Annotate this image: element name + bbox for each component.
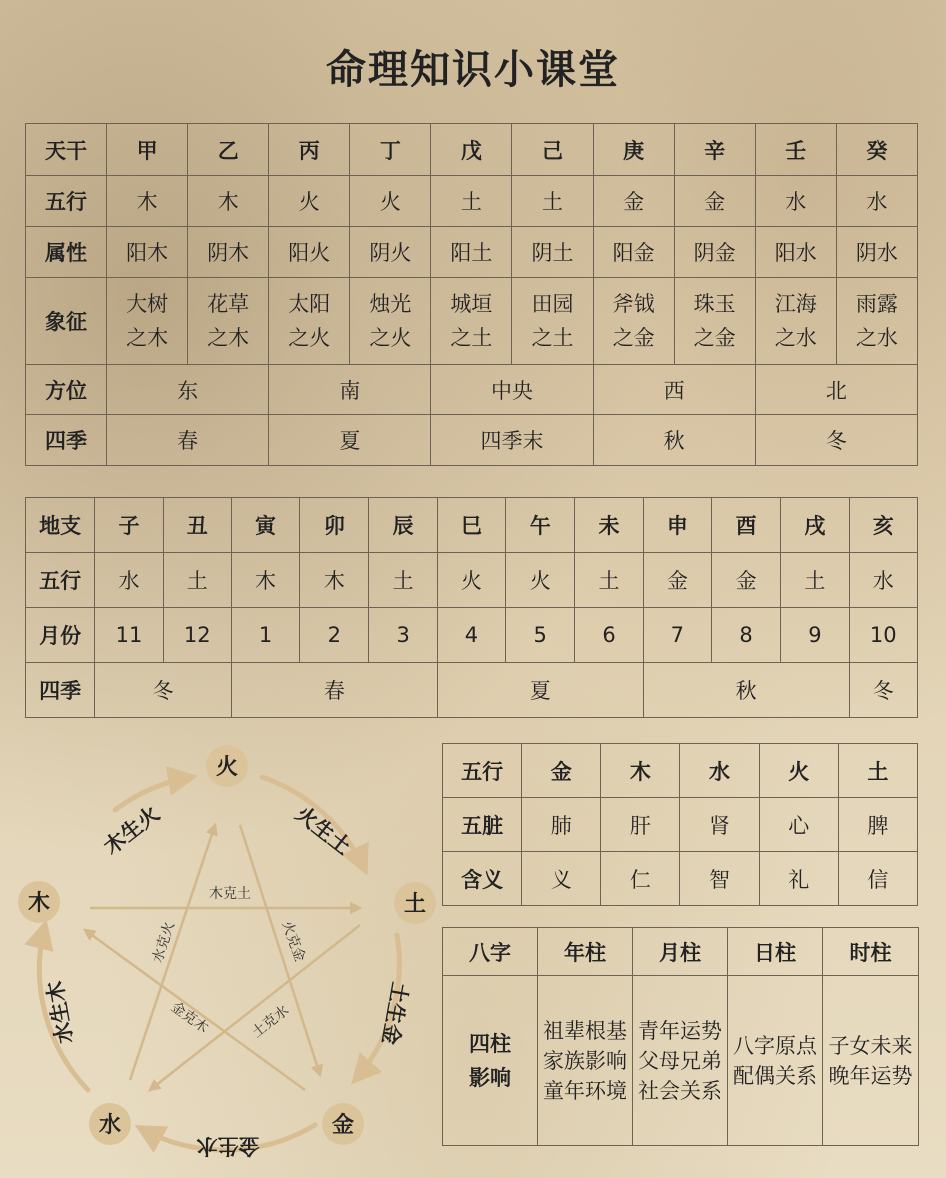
node-metal [322, 1103, 364, 1145]
element-cell: 土 [781, 553, 849, 608]
season-cell: 冬 [95, 663, 232, 718]
element-cell: 火 [269, 176, 350, 227]
branch-cell: 午 [506, 498, 575, 553]
direction-cell: 南 [269, 365, 431, 415]
node-fire-label: 火 [215, 755, 239, 780]
row-label-element: 五行 [443, 744, 522, 798]
meaning-cell: 义 [522, 852, 601, 906]
month-cell: 12 [163, 608, 231, 663]
season-cell: 夏 [437, 663, 643, 718]
influence-hour: 子女未来 晚年运势 [823, 976, 919, 1146]
element-cell: 土 [163, 553, 231, 608]
row-label-symbol: 象征 [26, 278, 107, 365]
row-label-influence: 四柱 影响 [443, 976, 538, 1146]
month-cell: 8 [711, 608, 780, 663]
branch-cell: 未 [575, 498, 643, 553]
branch-cell: 申 [643, 498, 711, 553]
dizhi-element-row [26, 553, 918, 608]
season-cell: 冬 [755, 415, 917, 466]
symbol-cell: 雨露 之水 [836, 278, 917, 365]
branch-cell: 子 [95, 498, 163, 553]
dizhi-table [25, 497, 918, 718]
label-earth-metal: 土生金 [377, 980, 413, 1047]
tiangan-stem-row [26, 124, 918, 176]
attr-cell: 阴水 [836, 227, 917, 278]
stem-cell: 己 [512, 124, 593, 176]
element-cell: 金 [593, 176, 674, 227]
stem-cell: 癸 [836, 124, 917, 176]
stem-cell: 庚 [593, 124, 674, 176]
stem-cell: 辛 [674, 124, 755, 176]
row-label-stem: 天干 [26, 124, 107, 176]
bazi-influence-row [443, 976, 919, 1146]
element-cell: 金 [522, 744, 601, 798]
direction-cell: 中央 [431, 365, 593, 415]
direction-cell: 东 [107, 365, 269, 415]
season-cell: 春 [231, 663, 437, 718]
symbol-cell: 大树 之木 [107, 278, 188, 365]
label-water-wood: 水生木 [42, 979, 78, 1046]
symbol-cell: 太阳 之火 [269, 278, 350, 365]
attr-cell: 阴火 [350, 227, 431, 278]
element-cell: 木 [601, 744, 680, 798]
element-cell: 木 [300, 553, 369, 608]
tiangan-season-row [26, 415, 918, 466]
season-cell: 秋 [593, 415, 755, 466]
row-label-element: 五行 [26, 553, 95, 608]
organs-meaning-row [443, 852, 918, 906]
attr-cell: 阳土 [431, 227, 512, 278]
meaning-cell: 礼 [759, 852, 838, 906]
element-cell: 火 [759, 744, 838, 798]
dizhi-month-row [26, 608, 918, 663]
node-wood [18, 881, 60, 923]
node-fire [206, 745, 248, 787]
row-label-branch: 地支 [26, 498, 95, 553]
month-cell: 10 [849, 608, 917, 663]
month-cell: 1 [231, 608, 299, 663]
influence-day: 八字原点 配偶关系 [728, 976, 823, 1146]
organs-table [442, 743, 918, 906]
row-label-season: 四季 [26, 415, 107, 466]
organs-organ-row [443, 798, 918, 852]
attr-cell: 阴土 [512, 227, 593, 278]
element-cell: 水 [95, 553, 163, 608]
element-cell: 木 [231, 553, 299, 608]
tiangan-attr-row [26, 227, 918, 278]
organ-cell: 肾 [680, 798, 759, 852]
stem-cell: 丙 [269, 124, 350, 176]
attr-cell: 阳金 [593, 227, 674, 278]
row-label-meaning: 含义 [443, 852, 522, 906]
pillar-year: 年柱 [538, 928, 633, 976]
element-cell: 火 [437, 553, 505, 608]
arrow-water-fire [130, 825, 215, 1080]
element-cell: 土 [431, 176, 512, 227]
element-cell: 金 [674, 176, 755, 227]
element-cell: 水 [755, 176, 836, 227]
symbol-cell: 江海 之水 [755, 278, 836, 365]
stem-cell: 甲 [107, 124, 188, 176]
organ-cell: 脾 [838, 798, 917, 852]
dizhi-season-row [26, 663, 918, 718]
branch-cell: 卯 [300, 498, 369, 553]
meaning-cell: 仁 [601, 852, 680, 906]
month-cell: 4 [437, 608, 505, 663]
element-cell: 金 [711, 553, 780, 608]
label-earth-water: 土克水 [249, 1002, 293, 1042]
symbol-cell: 斧钺 之金 [593, 278, 674, 365]
label-water-fire: 水克火 [149, 919, 179, 965]
direction-cell: 西 [593, 365, 755, 415]
attr-cell: 阴金 [674, 227, 755, 278]
season-cell: 夏 [269, 415, 431, 466]
bazi-table [442, 927, 919, 1146]
row-label-season: 四季 [26, 663, 95, 718]
tiangan-symbol-row [26, 278, 918, 365]
label-metal-wood: 金克木 [167, 998, 212, 1037]
attr-cell: 阳火 [269, 227, 350, 278]
tiangan-element-row [26, 176, 918, 227]
arrow-wood-fire [115, 777, 192, 810]
row-label-element: 五行 [26, 176, 107, 227]
attr-cell: 阳水 [755, 227, 836, 278]
symbol-cell: 城垣 之土 [431, 278, 512, 365]
organ-cell: 肝 [601, 798, 680, 852]
element-cell: 土 [369, 553, 437, 608]
element-cell: 水 [849, 553, 917, 608]
label-wood-fire: 木生火 [99, 801, 164, 860]
attr-cell: 阳木 [107, 227, 188, 278]
label-fire-metal: 火克金 [278, 918, 308, 964]
branch-cell: 丑 [163, 498, 231, 553]
organs-element-row [443, 744, 918, 798]
element-cell: 水 [680, 744, 759, 798]
element-cell: 土 [512, 176, 593, 227]
wuxing-cycle-diagram [0, 735, 440, 1165]
element-cell: 木 [107, 176, 188, 227]
stem-cell: 壬 [755, 124, 836, 176]
month-cell: 3 [369, 608, 437, 663]
row-label-month: 月份 [26, 608, 95, 663]
organ-cell: 心 [759, 798, 838, 852]
branch-cell: 亥 [849, 498, 917, 553]
element-cell: 土 [838, 744, 917, 798]
month-cell: 11 [95, 608, 163, 663]
arrow-fire-metal [240, 825, 320, 1075]
meaning-cell: 智 [680, 852, 759, 906]
node-earth-label: 土 [403, 892, 427, 917]
controlling-arrows [85, 825, 360, 1090]
stem-cell: 戊 [431, 124, 512, 176]
branch-cell: 辰 [369, 498, 437, 553]
node-earth [394, 882, 436, 924]
node-wood-label: 木 [27, 891, 51, 916]
month-cell: 7 [643, 608, 711, 663]
season-cell: 冬 [849, 663, 917, 718]
stem-cell: 丁 [350, 124, 431, 176]
element-cell: 火 [506, 553, 575, 608]
row-label-attr: 属性 [26, 227, 107, 278]
month-cell: 9 [781, 608, 849, 663]
node-water-label: 水 [98, 1113, 122, 1138]
symbol-cell: 花草 之木 [188, 278, 269, 365]
branch-cell: 巳 [437, 498, 505, 553]
branch-cell: 酉 [711, 498, 780, 553]
bazi-header-row [443, 928, 919, 976]
bazi-header: 八字 [443, 928, 538, 976]
node-metal-label: 金 [331, 1113, 355, 1138]
month-cell: 5 [506, 608, 575, 663]
symbol-cell: 珠玉 之金 [674, 278, 755, 365]
node-water [89, 1103, 131, 1145]
meaning-cell: 信 [838, 852, 917, 906]
pillar-day: 日柱 [728, 928, 823, 976]
influence-year: 祖辈根基 家族影响 童年环境 [538, 976, 633, 1146]
month-cell: 6 [575, 608, 643, 663]
season-cell: 春 [107, 415, 269, 466]
element-cell: 土 [575, 553, 643, 608]
element-cell: 水 [836, 176, 917, 227]
branch-cell: 寅 [231, 498, 299, 553]
branch-cell: 戌 [781, 498, 849, 553]
season-cell: 四季末 [431, 415, 593, 466]
dizhi-branch-row [26, 498, 918, 553]
label-wood-earth: 木克土 [209, 886, 251, 902]
tiangan-direction-row [26, 365, 918, 415]
stem-cell: 乙 [188, 124, 269, 176]
influence-month: 青年运势 父母兄弟 社会关系 [633, 976, 728, 1146]
organ-cell: 肺 [522, 798, 601, 852]
month-cell: 2 [300, 608, 369, 663]
page-title: 命理知识小课堂 [326, 47, 620, 93]
direction-cell: 北 [755, 365, 917, 415]
element-cell: 木 [188, 176, 269, 227]
symbol-cell: 烛光 之火 [350, 278, 431, 365]
tiangan-table [25, 123, 918, 466]
element-cell: 金 [643, 553, 711, 608]
symbol-cell: 田园 之土 [512, 278, 593, 365]
pillar-month: 月柱 [633, 928, 728, 976]
row-label-organ: 五脏 [443, 798, 522, 852]
attr-cell: 阴木 [188, 227, 269, 278]
row-label-direction: 方位 [26, 365, 107, 415]
element-cell: 火 [350, 176, 431, 227]
label-fire-earth: 火生土 [291, 801, 356, 860]
season-cell: 秋 [643, 663, 849, 718]
label-metal-water: 金生水 [196, 1134, 260, 1158]
pillar-hour: 时柱 [823, 928, 919, 976]
